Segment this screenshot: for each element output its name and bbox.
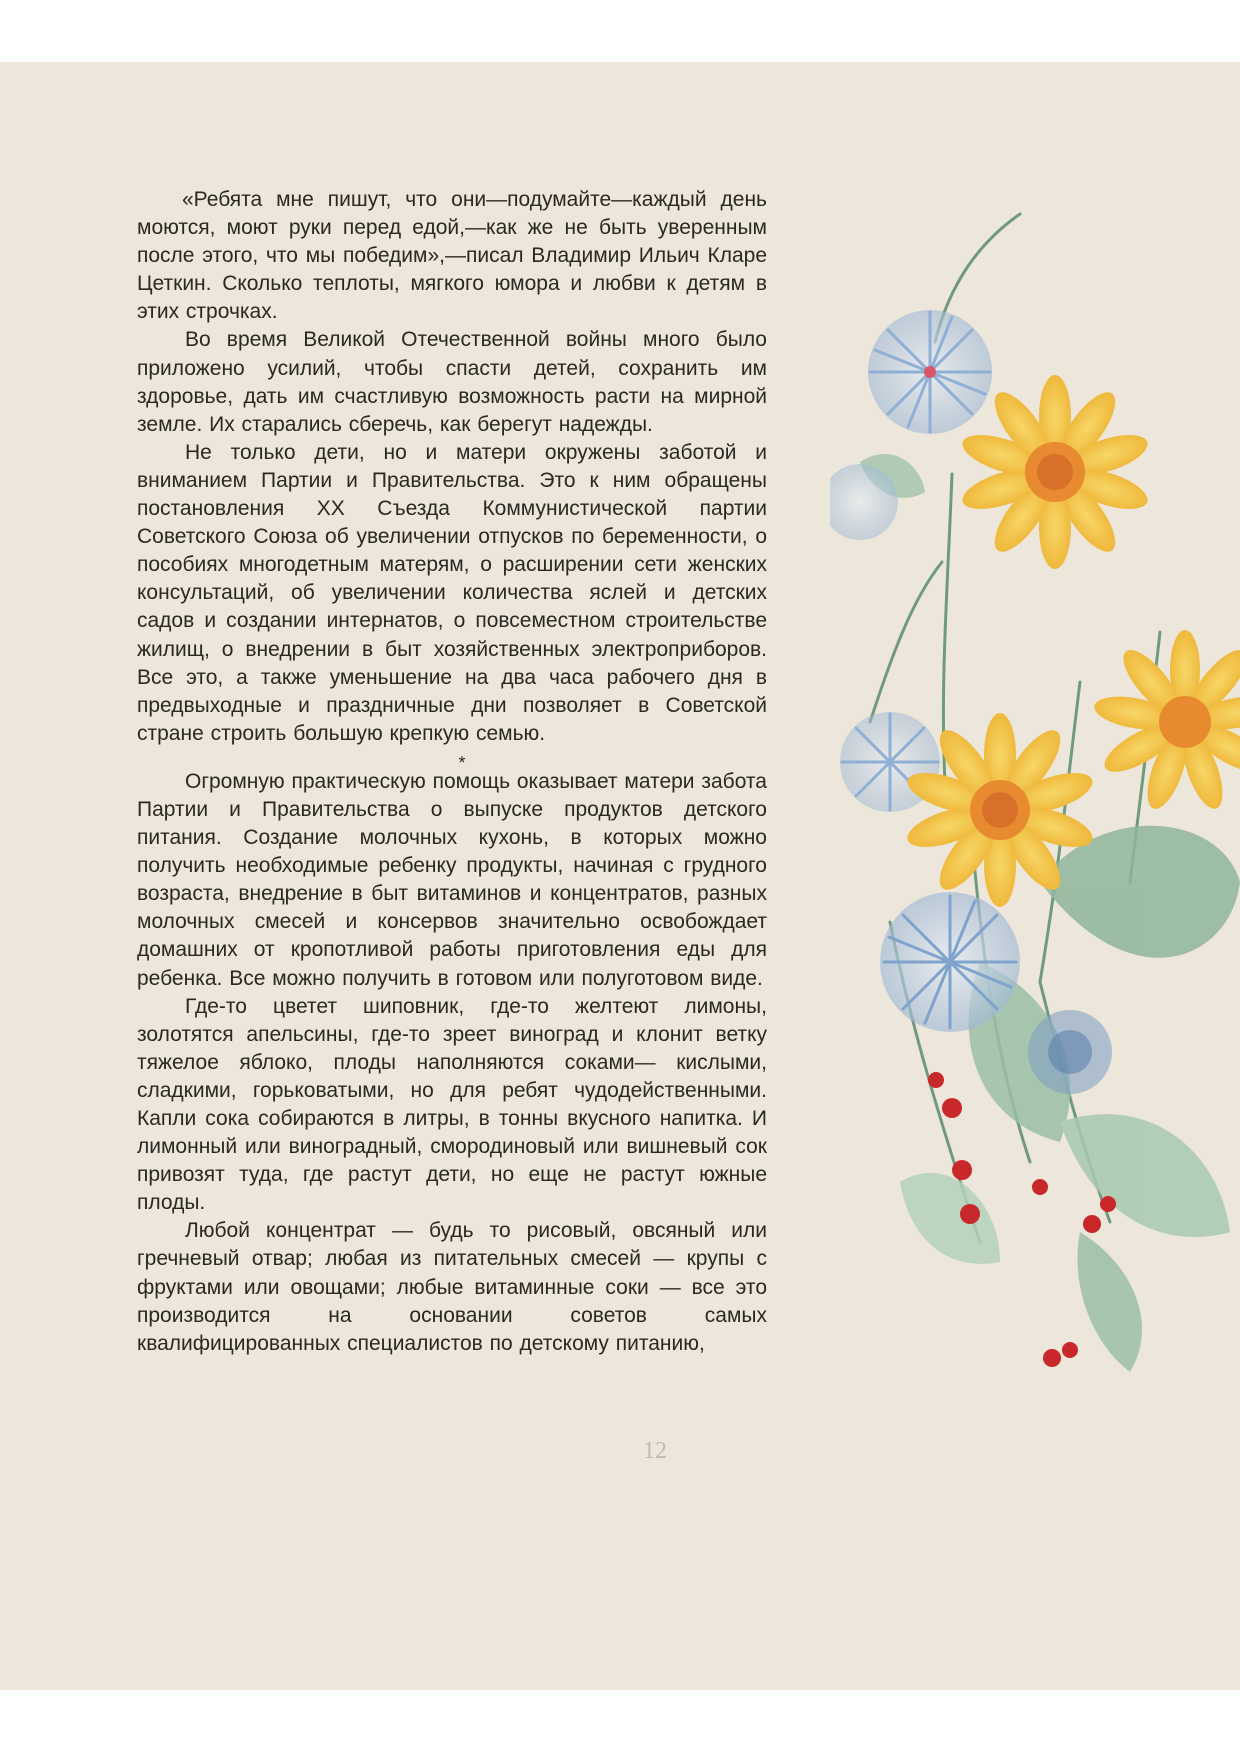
paragraph: Любой концентрат — будь то рисовый, овсяный или гречневый отвар; любая из питательных смесей — крупы с фруктами или овощами; любые витаминные соки — все это производится на основании советов самых квалифицированных специалистов по детскому питанию, bbox=[137, 1219, 767, 1355]
paragraph: Во время Великой Отечественной войны много было приложено усилий, чтобы спасти детей, сохранить им здоровье, дать им счастливую возможность расти на мирной земле. Их старались сберечь, как берегут надежды. bbox=[137, 328, 767, 436]
paragraph: Огромную практическую помощь оказывает матери забота Партии и Правительства о выпуске продуктов детского питания. Создание молочных кухонь, в которых можно получить необходимые ребенку продукты, начиная с грудного возраста, внедрение в быт витаминов и концентратов, разных молочных смесей и консервов значительно освобождает домашних от кропотливой работы приготовления еды для ребенка. Все можно получить в готовом или полуготовом виде. bbox=[137, 769, 767, 990]
wildflower-bouquet-illustration bbox=[830, 162, 1240, 1422]
yellow-daisy bbox=[958, 375, 1152, 569]
paragraph: Где-то цветет шиповник, где-то желтеют лимоны, золотятся апельсины, где-то зреет виноград и клонит ветку тяжелое яблоко, плоды наполняются соками— кислыми, сладкими, горьковатыми, но для ребят чудодейственными. Капли сока собираются в литры, в тонны вкусного напитка. И лимонный или виноградный, смородиновый или вишневый сок привозят туда, где растут дети, но еще не растут южные плоды. bbox=[137, 994, 767, 1215]
paragraph: Не только дети, но и матери окружены заботой и вниманием Партии и Правительства. Это к ним обращены постановления XX Съезда Коммунистической партии Советского Союза об увеличении отпусков по беременности, о пособиях многодетным матерям, о расширении сети женских консультаций, об увеличении количества яслей и детских садов и создании интернатов, о повсеместном строительстве жилищ, о внедрении в быт хозяйственных электроприборов. Все это, а также уменьшение на два часа рабочего дня в предвыходные и праздничные дни позволяет в Советской стране строить большую крепкую семью. bbox=[137, 440, 767, 745]
body-text bbox=[137, 186, 767, 1358]
book-page bbox=[0, 62, 1240, 1690]
yellow-daisy bbox=[1092, 630, 1240, 814]
paragraph: «Ребята мне пишут, что они—подумайте—каждый день моются, моют руки перед едой,—как же не быть уверенным после этого, что мы победим»,—писал Владимир Ильич Кларе Цеткин. Сколько теплоты, мягкого юмора и любви к детям в этих строчках. bbox=[137, 188, 767, 324]
section-separator: * bbox=[458, 752, 466, 773]
page-number: 12 bbox=[643, 1438, 667, 1464]
blue-cornflower bbox=[880, 892, 1020, 1032]
blue-cornflower bbox=[868, 310, 992, 434]
blue-cornflower bbox=[1028, 1010, 1112, 1094]
